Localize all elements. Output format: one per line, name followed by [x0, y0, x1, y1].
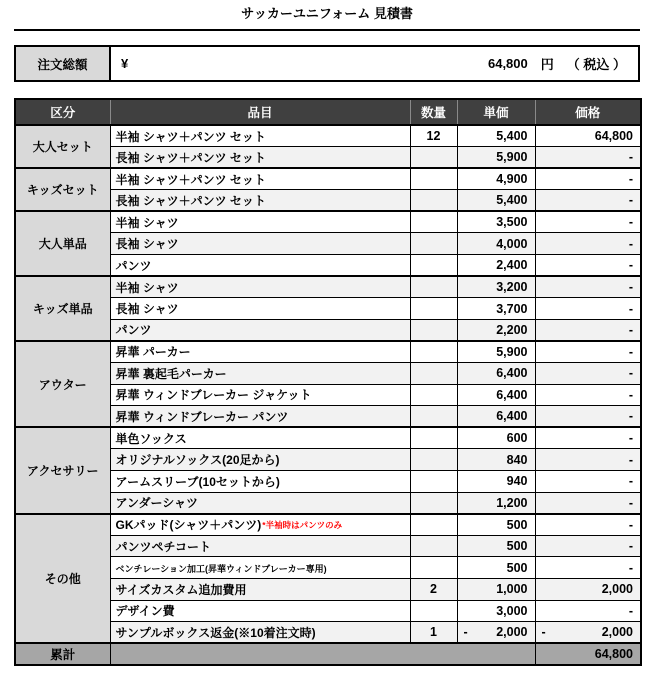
price-cell: -: [535, 255, 641, 277]
price-cell: -: [535, 147, 641, 169]
item-label: ベンチレーション加工(昇華ウィンドブレーカー専用): [115, 563, 327, 574]
item-label: 長袖 シャツ: [115, 302, 179, 317]
price-cell: -: [535, 298, 641, 320]
table-row: [15, 341, 641, 363]
item-cell: [110, 125, 410, 147]
price-cell: -: [535, 384, 641, 406]
price-cell: -: [535, 514, 641, 536]
qty-cell: [410, 406, 457, 428]
currency-symbol: ¥: [121, 56, 129, 71]
item-cell: [110, 449, 410, 471]
qty-cell: [410, 211, 457, 233]
item-cell: [110, 535, 410, 557]
order-total-label: 注文総額: [16, 47, 111, 80]
unit-price-cell: 500: [457, 557, 535, 579]
unit-price-cell: 4,000: [457, 233, 535, 255]
unit-price-cell: 5,900: [457, 341, 535, 363]
item-label: 昇華 裏起毛パーカー: [115, 366, 227, 381]
total-price: 64,800: [535, 643, 641, 665]
item-cell: [110, 298, 410, 320]
unit-price-cell: 500: [457, 514, 535, 536]
item-label: アンダーシャツ: [115, 496, 199, 511]
table-row: [15, 211, 641, 233]
qty-cell: [410, 147, 457, 169]
unit-price-cell: 840: [457, 449, 535, 471]
price-cell: -: [535, 341, 641, 363]
item-cell: [110, 600, 410, 622]
unit-price-cell: 3,200: [457, 276, 535, 298]
unit-price-cell: 1,000: [457, 578, 535, 600]
unit-price-cell: 2,200: [457, 319, 535, 341]
price-cell: [535, 622, 641, 644]
item-note: *半袖時はパンツのみ: [262, 520, 343, 531]
item-cell: [110, 578, 410, 600]
table-row: [15, 427, 641, 449]
item-label: 半袖 シャツ: [115, 215, 179, 230]
item-cell: [110, 319, 410, 341]
item-cell: [110, 190, 410, 212]
price-cell: -: [535, 406, 641, 428]
price-cell: -: [535, 190, 641, 212]
qty-cell: [410, 276, 457, 298]
qty-cell: [410, 298, 457, 320]
qty-cell: [410, 384, 457, 406]
item-cell: [110, 341, 410, 363]
category-cell: アクセサリー: [15, 427, 110, 513]
item-label: サイズカスタム追加費用: [115, 582, 247, 597]
item-cell: [110, 233, 410, 255]
quote-table-body: [15, 125, 641, 643]
header-price: 価格: [535, 99, 641, 125]
unit-price-cell: 3,700: [457, 298, 535, 320]
item-label: 半袖 シャツ: [115, 280, 179, 295]
item-cell: [110, 384, 410, 406]
header-category: 区分: [15, 99, 110, 125]
item-label: 半袖 シャツ＋パンツ セット: [115, 129, 266, 144]
qty-cell: [410, 449, 457, 471]
qty-cell: [410, 363, 457, 385]
item-label: 長袖 シャツ: [115, 237, 179, 252]
item-label: 単色ソックス: [115, 431, 187, 446]
unit-price-cell: 940: [457, 471, 535, 493]
item-label: GKパッド(シャツ＋パンツ): [115, 518, 262, 533]
qty-cell: [410, 233, 457, 255]
item-label: サンプルボックス返金(※10着注文時): [115, 625, 316, 640]
price-cell: -: [535, 427, 641, 449]
table-row: [15, 168, 641, 190]
document-title: サッカーユニフォーム 見積書: [14, 0, 640, 31]
qty-cell: [410, 557, 457, 579]
category-cell: アウター: [15, 341, 110, 427]
item-cell: [110, 363, 410, 385]
unit-price-cell: 3,500: [457, 211, 535, 233]
category-cell: その他: [15, 514, 110, 644]
qty-cell: [410, 319, 457, 341]
price-cell: -: [535, 319, 641, 341]
qty-cell: [410, 255, 457, 277]
unit-price-cell: 5,400: [457, 125, 535, 147]
qty-cell: [410, 341, 457, 363]
price-cell: 64,800: [535, 125, 641, 147]
price-cell: -: [535, 276, 641, 298]
total-spacer: [110, 643, 535, 665]
qty-cell: [410, 427, 457, 449]
qty-cell: [410, 535, 457, 557]
item-label: 半袖 シャツ＋パンツ セット: [115, 172, 266, 187]
item-cell: [110, 168, 410, 190]
item-cell: [110, 211, 410, 233]
unit-price-cell: 4,900: [457, 168, 535, 190]
item-label: 長袖 シャツ＋パンツ セット: [115, 193, 266, 208]
item-cell: [110, 514, 410, 536]
price-cell: -: [535, 211, 641, 233]
unit-price-cell: 5,400: [457, 190, 535, 212]
order-total-box: [14, 45, 640, 82]
price-cell: -: [535, 449, 641, 471]
category-cell: 大人セット: [15, 125, 110, 168]
price-cell: -: [535, 233, 641, 255]
header-item: 品目: [110, 99, 410, 125]
price-cell: -: [535, 363, 641, 385]
item-label: 昇華 パーカー: [115, 345, 191, 360]
item-cell: [110, 471, 410, 493]
document-content: [14, 0, 640, 666]
item-label: パンツ: [115, 323, 152, 338]
category-cell: 大人単品: [15, 211, 110, 276]
item-cell: [110, 276, 410, 298]
category-cell: キッズセット: [15, 168, 110, 211]
unit-price-cell: 6,400: [457, 363, 535, 385]
unit-price-cell: [457, 622, 535, 644]
item-cell: [110, 492, 410, 514]
item-cell: [110, 557, 410, 579]
item-label: 昇華 ウィンドブレーカー ジャケット: [115, 388, 312, 403]
order-total-amount: 64,800: [487, 56, 528, 71]
unit-price-cell: 500: [457, 535, 535, 557]
item-cell: [110, 622, 410, 644]
item-label: 長袖 シャツ＋パンツ セット: [115, 150, 266, 165]
total-label: 累計: [15, 643, 110, 665]
order-total-tax-note: （ 税込 ）: [566, 57, 626, 72]
item-label: パンツ: [115, 258, 152, 273]
price-cell: -: [535, 557, 641, 579]
table-row: [15, 514, 641, 536]
unit-price-cell: 3,000: [457, 600, 535, 622]
order-total-amount-group: [488, 54, 626, 73]
qty-cell: [410, 190, 457, 212]
header-unit-price: 単価: [457, 99, 535, 125]
qty-cell: 2: [410, 578, 457, 600]
qty-cell: [410, 168, 457, 190]
table-header-row: [15, 99, 641, 125]
item-cell: [110, 406, 410, 428]
price-cell: -: [535, 600, 641, 622]
price-cell: 2,000: [535, 578, 641, 600]
header-qty: 数量: [410, 99, 457, 125]
item-label: デザイン費: [115, 604, 175, 619]
quote-table: [14, 98, 642, 666]
unit-price-cell: 1,200: [457, 492, 535, 514]
qty-cell: [410, 600, 457, 622]
qty-cell: [410, 492, 457, 514]
table-row: [15, 276, 641, 298]
price-value: 2,000: [601, 625, 633, 640]
category-cell: キッズ単品: [15, 276, 110, 341]
order-total-value: [111, 47, 638, 80]
item-cell: [110, 255, 410, 277]
item-label: 昇華 ウィンドブレーカー パンツ: [115, 409, 289, 424]
unit-price-value: 2,000: [496, 625, 528, 640]
item-cell: [110, 147, 410, 169]
negative-sign: -: [541, 625, 546, 640]
item-label: オリジナルソックス(20足から): [115, 453, 280, 468]
table-row: [15, 125, 641, 147]
unit-price-cell: 5,900: [457, 147, 535, 169]
unit-price-cell: 2,400: [457, 255, 535, 277]
negative-sign: -: [463, 625, 468, 640]
unit-price-cell: 6,400: [457, 406, 535, 428]
qty-cell: 1: [410, 622, 457, 644]
qty-cell: [410, 471, 457, 493]
qty-cell: 12: [410, 125, 457, 147]
price-cell: -: [535, 168, 641, 190]
qty-cell: [410, 514, 457, 536]
item-label: パンツペチコート: [115, 539, 212, 554]
item-cell: [110, 427, 410, 449]
item-label: アームスリーブ(10セットから): [115, 474, 280, 489]
unit-price-cell: 6,400: [457, 384, 535, 406]
order-total-unit: 円: [540, 57, 554, 72]
total-row: [15, 643, 641, 665]
price-cell: -: [535, 471, 641, 493]
unit-price-cell: 600: [457, 427, 535, 449]
price-cell: -: [535, 535, 641, 557]
price-cell: -: [535, 492, 641, 514]
